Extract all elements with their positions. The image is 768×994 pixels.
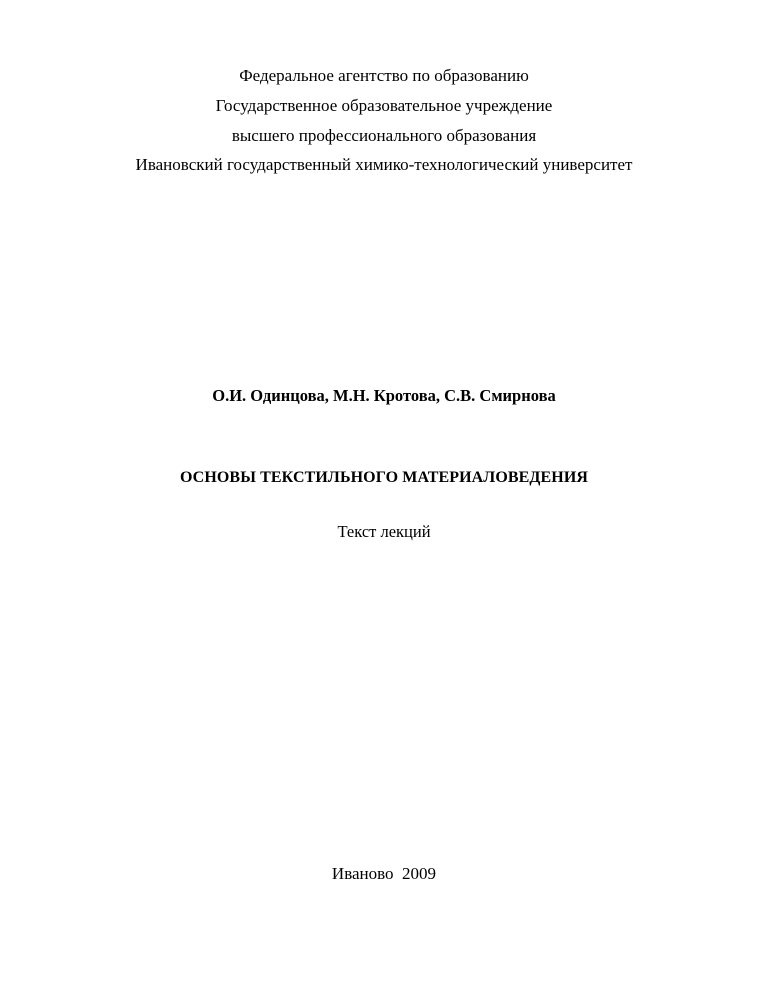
organization-line-3: высшего профессионального образования xyxy=(231,126,537,145)
document-title: ОСНОВЫ ТЕКСТИЛЬНОГО МАТЕРИАЛОВЕДЕНИЯ xyxy=(179,469,589,486)
university-name: Ивановский государственный химико-технологический университет xyxy=(135,155,633,174)
document-subtitle: Текст лекций xyxy=(337,522,431,541)
authors: О.И. Одинцова, М.Н. Кротова, С.В. Смирнова xyxy=(212,386,556,405)
city-year: Иваново 2009 xyxy=(331,864,437,883)
organization-line-1: Федеральное агентство по образованию xyxy=(239,66,529,85)
organization-line-2: Государственное образовательное учреждение xyxy=(215,96,553,115)
